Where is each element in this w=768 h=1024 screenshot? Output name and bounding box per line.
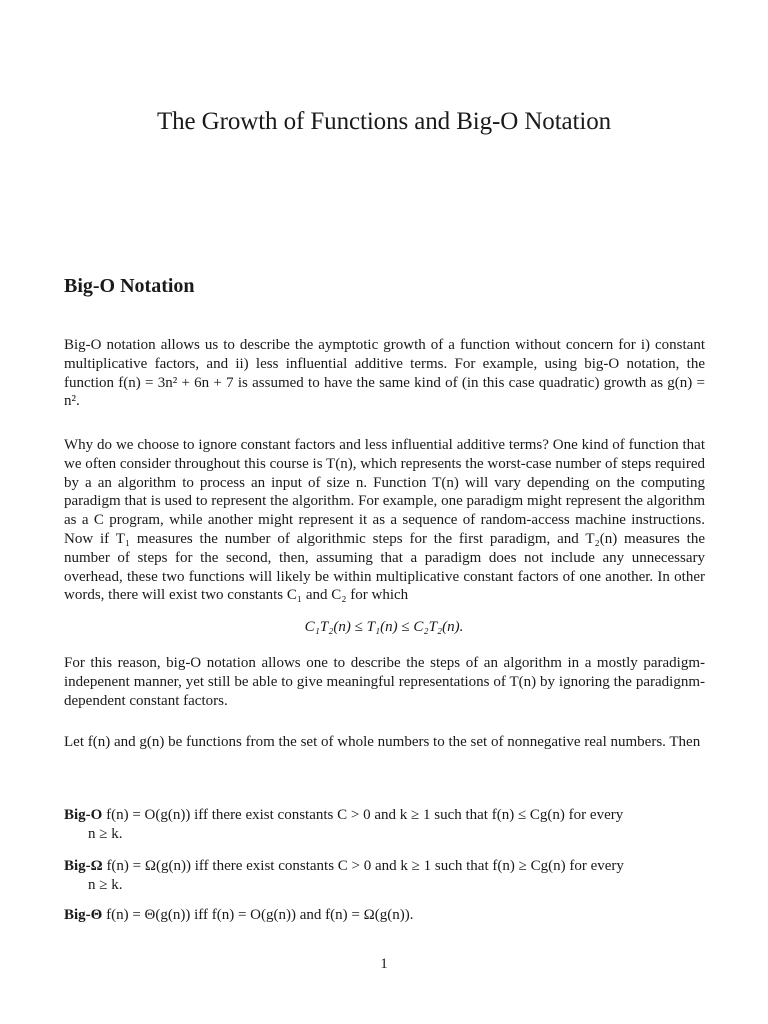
- section-heading: Big-O Notation: [64, 275, 195, 297]
- definition-big-theta: [64, 906, 705, 925]
- definition-text: f(n) = Ω(g(n)) iff there exist constants C > 0 and k ≥ 1 such that f(n) ≥ Cg(n) for every: [106, 858, 624, 874]
- definition-term: Big-O: [64, 807, 103, 823]
- paragraph-let: Let f(n) and g(n) be functions from the set of whole numbers to the set of nonnegative real numbers. Then: [64, 734, 701, 750]
- definition-term: Big-Θ: [64, 907, 103, 923]
- definition-text: f(n) = O(g(n)) iff there exist constants C > 0 and k ≥ 1 such that f(n) ≤ Cg(n) for every: [106, 807, 624, 823]
- display-equation: C₁T₂(n) ≤ T₁(n) ≤ C₂T₂(n).: [304, 619, 464, 635]
- definition-big-omega: [64, 857, 705, 895]
- definition-text: f(n) = Θ(g(n)) iff f(n) = O(g(n)) and f(n) = Ω(g(n)).: [106, 907, 414, 923]
- paragraph-reason: For this reason, big-O notation allows one to describe the steps of an algorithm in a mostly paradigm-indepenent manner, yet still be able to give meaningful representations of T(n) by ignoring the paradignm-dependent constant factors.: [64, 655, 705, 709]
- page-number: 1: [380, 956, 388, 972]
- document-title: The Growth of Functions and Big-O Notation: [156, 108, 612, 135]
- definition-text-continued: n ≥ k.: [88, 825, 123, 842]
- paragraph-motivation: Why do we choose to ignore constant factors and less influential additive terms? One kind of function that we often consider throughout this course is T(n), which represents the worst-case number of steps required by a an algorithm to process an input of size n. Function T(n) will vary depending on the computing paradigm that is used to represent the algorithm. For example, one paradigm might represent the algorithm as a C program, while another might represent it as a sequence of random-access machine instructions. Now if T₁ measures the number of algorithmic steps for the first paradigm, and T₂(n) measures the number of steps for the second, then, assuming that a paradigm does not include any unnecessary overhead, these two functions will likely be within multiplicative constant factors of one another. In other words, there will exist two constants C₁ and C₂ for which: [64, 437, 705, 604]
- definition-big-o: [64, 806, 705, 844]
- definition-term: Big-Ω: [64, 858, 103, 874]
- paragraph-intro: Big-O notation allows us to describe the aymptotic growth of a function without concern for i) constant multiplicative factors, and ii) less influential additive terms. For example, using big-O notation, the function f(n) = 3n² + 6n + 7 is assumed to have the same kind of (in this case quadratic) growth as g(n) = n².: [64, 337, 705, 410]
- definition-text-continued: n ≥ k.: [88, 876, 123, 893]
